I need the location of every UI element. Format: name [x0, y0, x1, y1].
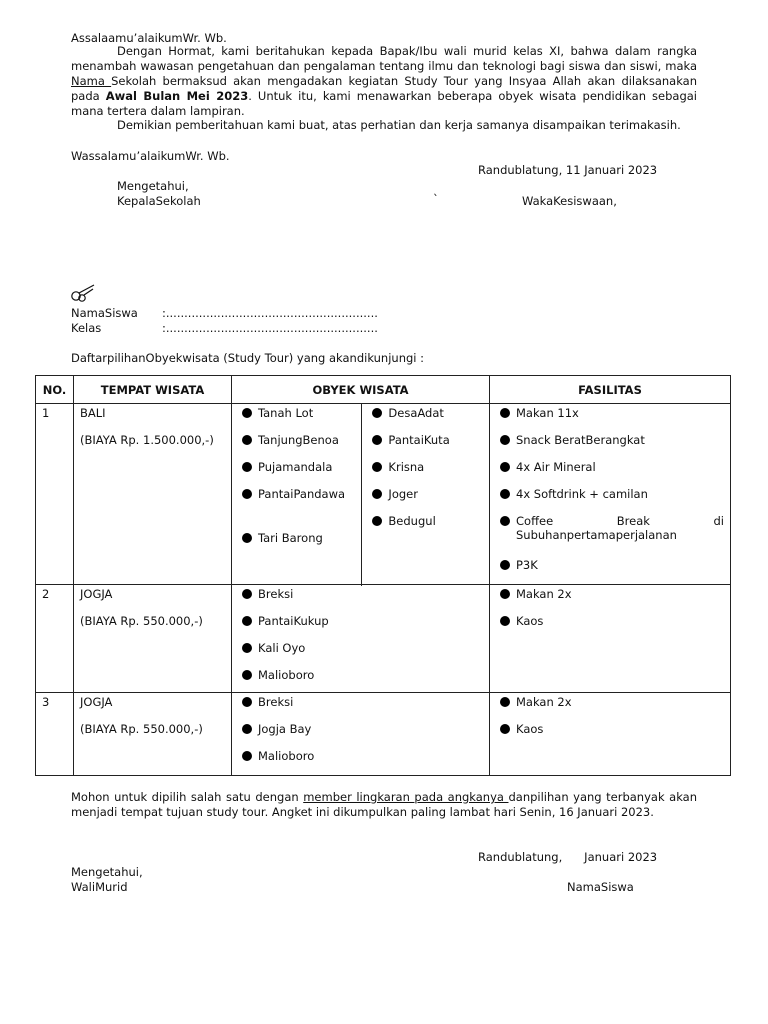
facilities-list	[498, 587, 724, 634]
class-field[interactable]: :..........................................................	[162, 321, 378, 335]
bullet-icon	[500, 560, 510, 570]
row-number[interactable]: 3	[36, 693, 74, 776]
list-item: PantaiKuta	[370, 433, 485, 460]
header-place: TEMPAT WISATA	[74, 376, 232, 404]
place-cost: (BIAYA Rp. 550.000,-)	[80, 614, 203, 628]
list-item: Kaos	[498, 614, 724, 634]
bullet-icon	[242, 670, 252, 680]
list-item: Makan 2x	[498, 587, 724, 614]
instruction-note	[71, 790, 697, 820]
place-name: BALI	[80, 406, 106, 420]
header-facilities: FASILITAS	[490, 376, 731, 404]
list-item: Tanah Lot	[240, 406, 357, 433]
bullet-icon	[242, 589, 252, 599]
note-underlined: member lingkaran pada angkanya	[303, 790, 509, 804]
bullet-icon	[242, 533, 252, 543]
student-name-label: NamaSiswa	[71, 306, 138, 320]
list-item: Jogja Bay	[240, 722, 485, 749]
list-item: Bedugul	[370, 514, 485, 541]
bullet-icon	[242, 408, 252, 418]
list-item: Kali Oyo	[240, 641, 485, 668]
facilities-list	[498, 406, 724, 578]
list-item: Breksi	[240, 587, 485, 614]
objects-list-a	[240, 587, 485, 688]
objects-list-b	[370, 406, 485, 541]
place-cell	[74, 404, 232, 585]
list-item: DesaAdat	[370, 406, 485, 433]
facilities-cell	[490, 585, 731, 693]
class-label: Kelas	[71, 321, 102, 335]
table-header-row	[36, 376, 731, 404]
bullet-icon	[500, 408, 510, 418]
place-cell	[74, 585, 232, 693]
place-name: JOGJA	[80, 587, 113, 601]
closing: Wassalamu’alaikumWr. Wb.	[71, 149, 230, 163]
list-item: Breksi	[240, 695, 485, 722]
bullet-icon	[500, 516, 510, 526]
list-item: Pujamandala	[240, 460, 357, 487]
list-item: Kaos	[498, 722, 724, 742]
row-number[interactable]: 2	[36, 585, 74, 693]
para1-continuation: Sekolah bermaksud akan mengadakan kegiatan Study Tour yang Insyaa Allah akan dilaksanakan pada	[71, 74, 698, 103]
tour-date: Awal Bulan Mei 2023	[105, 89, 249, 103]
letter-place-date: Randublatung, 11 Januari 2023	[478, 163, 658, 177]
list-item: Makan 11x	[498, 406, 724, 433]
header-objects: OBYEK WISATA	[232, 376, 490, 404]
para1-text: Dengan Hormat, kami beritahukan kepada Bapak/Ibu wali murid kelas XI, bahwa dalam rangka menambah wawasan pengetahuan dan pengalaman tentang ilmu dan teknologi bagi siswa dan siswi, maka	[71, 44, 697, 73]
note-continuation: danpilihan yang terbanyak akan menjadi tempat tujuan study tour. Angket ini dikumpulkan paling lambat hari Senin, 16 Januari 2023.	[71, 790, 697, 819]
parent-signature-label: WaliMurid	[71, 880, 128, 894]
scissors-icon	[70, 283, 96, 303]
bullet-icon	[500, 462, 510, 472]
list-item: Tari Barong	[240, 531, 357, 558]
table-row	[36, 693, 731, 776]
place-name: JOGJA	[80, 695, 113, 709]
bullet-icon	[500, 724, 510, 734]
header-no: NO.	[36, 376, 74, 404]
paragraph-thanks: Demikian pemberitahuan kami buat, atas perhatian dan kerja samanya disampaikan terimakasih.	[117, 118, 681, 132]
list-item: Coffee Break di Subuhanpertamaperjalanan	[498, 514, 724, 558]
vice-principal-signature-label: WakaKesiswaan,	[522, 194, 617, 208]
row-number[interactable]: 1	[36, 404, 74, 585]
bullet-icon	[500, 435, 510, 445]
list-item: Malioboro	[240, 668, 485, 688]
bullet-icon	[372, 462, 382, 472]
bullet-icon	[242, 435, 252, 445]
list-item: Joger	[370, 487, 485, 514]
list-item: Makan 2x	[498, 695, 724, 722]
facilities-list	[498, 695, 724, 742]
list-item: Snack BeratBerangkat	[498, 433, 724, 460]
bullet-icon	[372, 516, 382, 526]
bullet-icon	[242, 724, 252, 734]
bullet-icon	[500, 697, 510, 707]
facilities-cell	[490, 693, 731, 776]
bullet-icon	[500, 616, 510, 626]
paragraph-announcement	[71, 44, 697, 119]
principal-signature-label: KepalaSekolah	[117, 194, 201, 208]
tour-options-table	[35, 375, 731, 776]
table-row	[36, 585, 731, 693]
objects-cell	[232, 404, 490, 585]
note-text: Mohon untuk dipilih salah satu dengan	[71, 790, 304, 804]
objects-cell	[232, 693, 490, 776]
place-cost: (BIAYA Rp. 1.500.000,-)	[80, 433, 214, 447]
list-title: DaftarpilihanObyekwisata (Study Tour) yang akandikunjungi :	[71, 351, 425, 365]
facilities-cell	[490, 404, 731, 585]
list-item: Krisna	[370, 460, 485, 487]
bullet-icon	[242, 643, 252, 653]
student-signature-label: NamaSiswa	[567, 880, 634, 894]
bullet-icon	[500, 589, 510, 599]
bullet-icon	[242, 751, 252, 761]
table-row	[36, 404, 731, 585]
place-cost: (BIAYA Rp. 550.000,-)	[80, 722, 203, 736]
acknowledge-label: Mengetahui,	[117, 179, 189, 193]
bullet-icon	[372, 435, 382, 445]
place-cell	[74, 693, 232, 776]
list-item: TanjungBenoa	[240, 433, 357, 460]
list-item: PantaiPandawa	[240, 487, 357, 531]
form-place-date: Randublatung, Januari 2023	[478, 850, 658, 864]
objects-list-a	[240, 406, 357, 558]
bullet-icon	[242, 616, 252, 626]
stray-mark: `	[433, 192, 439, 206]
bullet-icon	[500, 489, 510, 499]
student-name-field[interactable]: :..........................................................	[162, 306, 378, 320]
school-name-placeholder: Nama	[71, 74, 112, 88]
bullet-icon	[242, 697, 252, 707]
objects-cell	[232, 585, 490, 693]
para1-end: . Untuk itu, kami menawarkan beberapa obyek wisata pendidikan sebagai mana tertera dalam lampiran.	[71, 89, 697, 118]
list-item: PantaiKukup	[240, 614, 485, 641]
bullet-icon	[372, 408, 382, 418]
bullet-icon	[242, 462, 252, 472]
footer-acknowledge-label: Mengetahui,	[71, 865, 143, 879]
list-item: Malioboro	[240, 749, 485, 769]
list-item: 4x Softdrink + camilan	[498, 487, 724, 514]
bullet-icon	[372, 489, 382, 499]
list-item: 4x Air Mineral	[498, 460, 724, 487]
greeting: Assalaamu’alaikumWr. Wb.	[71, 31, 227, 45]
bullet-icon	[242, 489, 252, 499]
objects-list-a	[240, 695, 485, 769]
list-item: P3K	[498, 558, 724, 578]
